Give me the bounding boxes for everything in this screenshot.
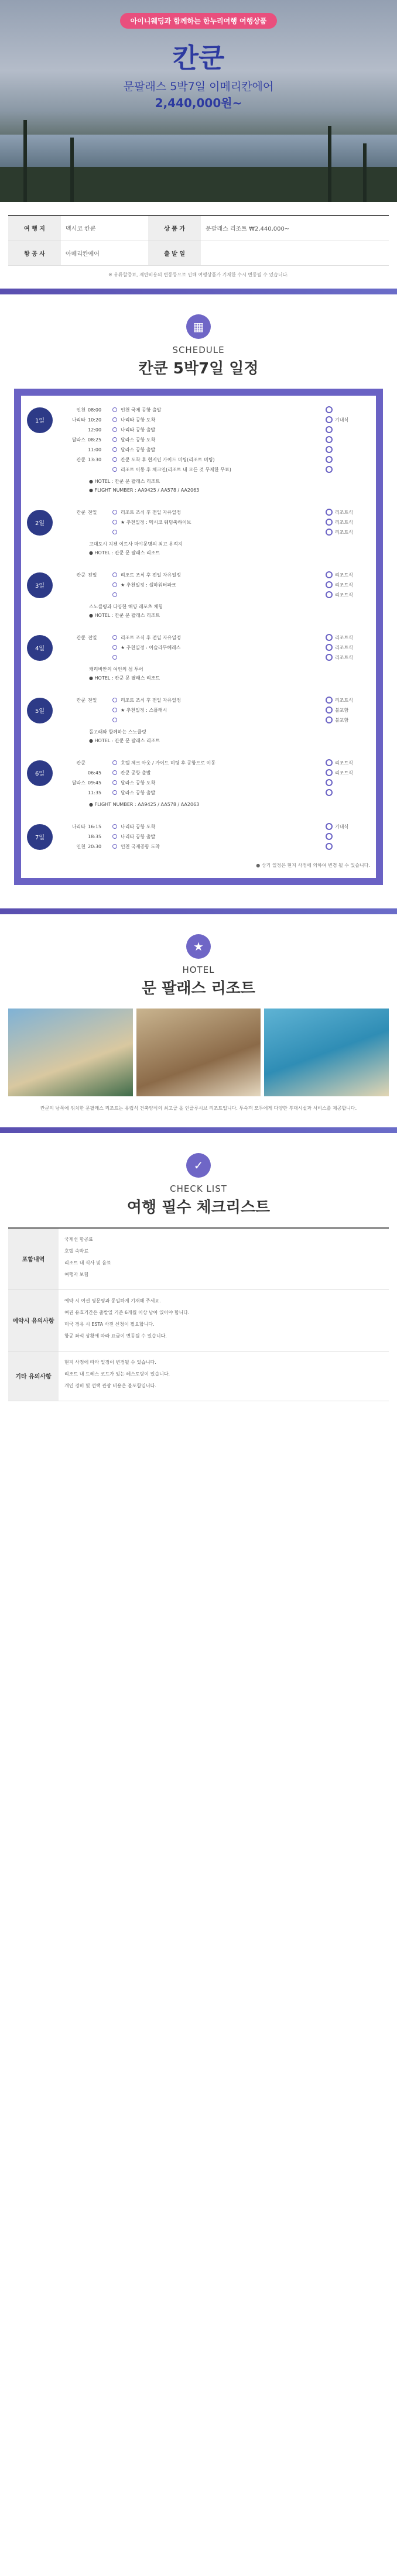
hotel-description: 칸쿤의 남쪽에 위치한 문팔래스 리조트는 유럽식 건축양식의 최고급 올 인클루시브 리조트입니다. 투숙객 모두에게 다양한 부대시설과 서비스를 제공합니다. [40, 1105, 357, 1111]
timeline-dot [112, 718, 117, 722]
schedule-day [27, 405, 370, 475]
schedule-day [27, 570, 370, 600]
schedule-row [55, 768, 370, 778]
schedule-time: 10:20 [88, 417, 102, 423]
schedule-activity: 리조트 조식 후 전일 자유일정 [121, 509, 181, 515]
timeline-dot [112, 437, 117, 442]
checklist-value [59, 1352, 389, 1401]
schedule-activity: 나리타 공항 도착 [121, 824, 156, 829]
timeline-marker [326, 706, 333, 714]
star-icon: ★ [186, 934, 211, 959]
timeline-dot [112, 708, 117, 712]
checklist-item: 현지 사정에 따라 일정이 변경될 수 있습니다. [64, 1359, 156, 1365]
schedule-time: 20:30 [88, 843, 102, 849]
timeline-marker [326, 769, 333, 776]
timeline-marker [326, 406, 333, 413]
palm-tree [363, 143, 367, 202]
schedule-activity: 리조트 이동 후 체크인(리조트 내 모든 것 무제한 무료) [121, 467, 231, 472]
checklist-value [59, 1290, 389, 1351]
timeline-dot [112, 770, 117, 775]
timeline-dot [112, 844, 117, 849]
product-info-table [8, 215, 389, 289]
timeline-marker [326, 436, 333, 443]
schedule-meal: 리조트식 [335, 770, 353, 776]
checklist-key: 기타 유의사항 [8, 1352, 59, 1401]
schedule-activity: 나리타 공항 출발 [121, 427, 156, 433]
timeline-marker [326, 759, 333, 766]
schedule-row [55, 822, 370, 832]
schedule-activity: 나리타 공항 도착 [121, 417, 156, 423]
timeline-dot [112, 760, 117, 765]
hotel-photo [8, 1009, 133, 1096]
schedule-place: 칸쿤 [76, 509, 85, 515]
day-note: 캐리비안의 여인의 섬 투어 [89, 666, 143, 672]
timeline-marker [326, 571, 333, 578]
schedule-meal: 리조트식 [335, 592, 353, 598]
timeline-dot [112, 824, 117, 829]
timeline-dot [112, 447, 117, 452]
timeline-dot [112, 407, 117, 412]
schedule-row [55, 415, 370, 425]
timeline-dot [112, 655, 117, 660]
schedule-place: 인천 [76, 843, 85, 849]
schedule-row [55, 643, 370, 653]
schedule-row [55, 445, 370, 455]
schedule-row [55, 842, 370, 852]
hotel-title-ko: 문 팔래스 리조트 [142, 979, 255, 997]
schedule-row [55, 705, 370, 715]
timeline-marker [326, 654, 333, 661]
checklist-item: 여행자 보험 [64, 1271, 89, 1277]
schedule-row [55, 570, 370, 580]
day-note: ● HOTEL : 칸쿤 문 팔래스 리조트 [89, 478, 160, 484]
timeline-marker [326, 466, 333, 473]
schedule-activity: 리조트 조식 후 전일 자유일정 [121, 697, 181, 703]
schedule-row [55, 465, 370, 475]
day-badge: 6일 [27, 760, 53, 786]
info-value: 멕시코 칸쿤 [61, 216, 148, 241]
checklist-table [8, 1227, 389, 1401]
palm-tree [23, 120, 27, 202]
hotel-photo [264, 1009, 389, 1096]
schedule-title-ko: 칸쿤 5박7일 일정 [138, 359, 259, 378]
day-note: ● HOTEL : 칸쿤 문 팔래스 리조트 [89, 612, 160, 618]
checklist-item: 개인 경비 및 선택 관광 비용은 불포함입니다. [64, 1383, 156, 1388]
timeline-marker [326, 716, 333, 723]
day-note: 스노클링과 다양한 해양 레포츠 체험 [89, 603, 163, 609]
schedule-meal: 불포함 [335, 717, 349, 723]
check-icon: ✓ [186, 1153, 211, 1178]
checklist-row [8, 1229, 389, 1290]
timeline-marker [326, 779, 333, 786]
schedule-day [27, 822, 370, 852]
schedule-footer-note: ● 상기 일정은 현지 사정에 의하여 변경 될 수 있습니다. [256, 862, 370, 868]
hero-tag: 아이니웨딩과 함께하는 한누리여행 여행상품 [120, 13, 278, 29]
timeline-dot [112, 834, 117, 839]
day-rows [55, 822, 370, 852]
schedule-time: 11:35 [88, 790, 102, 795]
timeline-marker [326, 833, 333, 840]
schedule-activity: ★ 추천일정 : 이슬라무헤레스 [121, 644, 181, 650]
schedule-row [55, 507, 370, 517]
schedule-place: 나리타 [71, 417, 85, 423]
schedule-time: 전일 [88, 509, 97, 515]
schedule-row [55, 832, 370, 842]
schedule-row [55, 405, 370, 415]
schedule-row [55, 425, 370, 435]
day-badge: 5일 [27, 698, 53, 723]
timeline-marker [326, 519, 333, 526]
timeline-dot [112, 427, 117, 432]
schedule-place: 칸쿤 [76, 760, 85, 766]
hotel-header [0, 914, 397, 1009]
schedule-day [27, 758, 370, 798]
checklist-row [8, 1290, 389, 1352]
hero-title: 칸쿤 [172, 42, 225, 74]
calendar-icon: ▦ [186, 314, 211, 339]
timeline-dot [112, 698, 117, 702]
checklist-item: 리조트 내 드레스 코드가 있는 레스토랑이 있습니다. [64, 1371, 170, 1377]
timeline-marker [326, 634, 333, 641]
timeline-dot [112, 520, 117, 524]
divider-band [0, 289, 397, 294]
schedule-activity: 호텔 체크 아웃 / 가이드 미팅 후 공항으로 이동 [121, 760, 216, 766]
timeline-dot [112, 635, 117, 640]
schedule-activity: ★ 추천일정 : 멕시코 웨딩축하이브 [121, 519, 191, 525]
hero-banner [0, 0, 397, 202]
divider-band [0, 1127, 397, 1133]
day-notes [27, 728, 370, 745]
checklist-title-ko: 여행 필수 체크리스트 [126, 1198, 271, 1216]
day-badge: 3일 [27, 572, 53, 598]
day-note: ● HOTEL : 칸쿤 문 팔래스 리조트 [89, 738, 160, 743]
day-rows [55, 633, 370, 663]
schedule-day [27, 633, 370, 663]
schedule-activity: 달라스 공항 출발 [121, 790, 156, 795]
schedule-activity: 인천 국제공항 도착 [121, 843, 160, 849]
schedule-day [27, 507, 370, 537]
timeline-dot [112, 530, 117, 534]
schedule-row [55, 778, 370, 788]
schedule-title-en: SCHEDULE [172, 344, 225, 355]
schedule-place: 달라스 [71, 437, 85, 443]
info-label: 상 품 가 [148, 216, 201, 241]
schedule-activity: 리조트 조식 후 전일 자유일정 [121, 572, 181, 578]
schedule-meal: 리조트식 [335, 634, 353, 640]
schedule-activity: 인천 국제 공항 출발 [121, 407, 162, 413]
schedule-activity: 달라스 공항 도착 [121, 437, 156, 443]
schedule-row [55, 758, 370, 768]
checklist-row [8, 1352, 389, 1401]
day-notes [27, 800, 370, 809]
day-rows [55, 570, 370, 600]
checklist-key: 포함내역 [8, 1229, 59, 1289]
schedule-place: 나리타 [71, 824, 85, 829]
timeline-dot [112, 582, 117, 587]
schedule-row [55, 435, 370, 445]
divider-band [0, 908, 397, 914]
schedule-activity: ★ 추천일정 : 셀하워터파크 [121, 582, 176, 588]
timeline-dot [112, 457, 117, 462]
day-notes [27, 602, 370, 620]
schedule-meal: 리조트식 [335, 509, 353, 515]
schedule-meal: 리조트식 [335, 519, 353, 525]
schedule-meal: 리조트식 [335, 697, 353, 703]
schedule-activity: 달라스 공항 도착 [121, 780, 156, 786]
timeline-dot [112, 592, 117, 597]
day-note: ● HOTEL : 칸쿤 문 팔래스 리조트 [89, 550, 160, 555]
schedule-meal: 리조트식 [335, 582, 353, 588]
palm-tree [70, 138, 74, 202]
day-badge: 4일 [27, 635, 53, 661]
timeline-dot [112, 467, 117, 472]
schedule-time: 12:00 [88, 427, 102, 433]
day-notes [27, 477, 370, 495]
schedule-time: 전일 [88, 572, 97, 578]
schedule-time: 11:00 [88, 447, 102, 452]
day-notes [27, 540, 370, 557]
info-label: 출 발 일 [148, 241, 201, 265]
schedule-time: 08:00 [88, 407, 102, 413]
day-badge: 2일 [27, 510, 53, 536]
timeline-marker [326, 529, 333, 536]
checklist-key: 예약시 유의사항 [8, 1290, 59, 1351]
hero-subtitle: 문팔래스 5박7일 이메리칸에어 [123, 80, 274, 93]
timeline-marker [326, 697, 333, 704]
day-note: ● FLIGHT NUMBER : AA9425 / AA578 / AA2063 [89, 801, 200, 807]
schedule-row [55, 715, 370, 725]
timeline-dot [112, 510, 117, 514]
day-rows [55, 405, 370, 475]
schedule-meal: 리조트식 [335, 760, 353, 766]
schedule-place: 칸쿤 [76, 572, 85, 578]
timeline-marker [326, 789, 333, 796]
hotel-photos [8, 1009, 389, 1096]
checklist-item: 미국 경유 시 ESTA 사전 신청이 필요합니다. [64, 1321, 155, 1327]
schedule-place: 칸쿤 [76, 697, 85, 703]
day-note: ● HOTEL : 칸쿤 문 팔래스 리조트 [89, 675, 160, 681]
hero-price: 2,440,000원~ [155, 96, 242, 110]
checklist-item: 여권 유효기간은 출발일 기준 6개월 이상 남아 있어야 합니다. [64, 1309, 190, 1315]
day-badge: 1일 [27, 407, 53, 433]
checklist-header [0, 1133, 397, 1227]
schedule-activity: 나리타 공항 출발 [121, 833, 156, 839]
schedule-meal: 기내식 [335, 417, 349, 423]
schedule-meal: 리조트식 [335, 529, 353, 535]
schedule-day [27, 695, 370, 725]
schedule-time: 08:25 [88, 437, 102, 443]
schedule-time: 06:45 [88, 770, 102, 776]
checklist-title-en: CHECK LIST [170, 1183, 227, 1194]
timeline-marker [326, 509, 333, 516]
schedule-row [55, 653, 370, 663]
schedule-meal: 불포함 [335, 707, 349, 713]
checklist-item: 리조트 내 식사 및 음료 [64, 1260, 111, 1265]
checklist-value [59, 1229, 389, 1289]
schedule-place: 칸쿤 [76, 457, 85, 462]
timeline-dot [112, 417, 117, 422]
day-rows [55, 758, 370, 798]
schedule-time: 전일 [88, 697, 97, 703]
day-note: 돌고래와 함께하는 스노클링 [89, 729, 146, 735]
ground-background [0, 167, 397, 202]
timeline-marker [326, 843, 333, 850]
timeline-marker [326, 823, 333, 830]
palm-tree [328, 126, 331, 202]
info-note: ※ 유류할증료, 제반비용의 변동등으로 인해 여행상품가 기재한 수시 변동될 수 있습니다. [108, 272, 289, 277]
schedule-box [14, 389, 383, 885]
timeline-dot [112, 572, 117, 577]
schedule-time: 13:30 [88, 457, 102, 462]
day-badge: 7일 [27, 824, 53, 850]
timeline-marker [326, 426, 333, 433]
timeline-marker [326, 591, 333, 598]
schedule-row [55, 517, 370, 527]
schedule-row [55, 633, 370, 643]
timeline-dot [112, 780, 117, 785]
schedule-place: 칸쿤 [76, 634, 85, 640]
sea-background [0, 135, 397, 167]
schedule-time: 09:45 [88, 780, 102, 786]
schedule-row [55, 788, 370, 798]
schedule-activity: 칸쿤 도착 후 현지인 가이드 미팅(리조트 미팅) [121, 457, 215, 462]
day-note: 고대도시 치첸 이트사 마야문명의 최고 유적지 [89, 541, 183, 547]
schedule-time: 전일 [88, 634, 97, 640]
schedule-activity: 리조트 조식 후 전일 자유일정 [121, 634, 181, 640]
day-notes [27, 665, 370, 682]
day-rows [55, 695, 370, 725]
timeline-marker [326, 581, 333, 588]
hotel-photo [136, 1009, 261, 1096]
timeline-marker [326, 416, 333, 423]
checklist-item: 항공 좌석 상황에 따라 요금이 변동될 수 있습니다. [64, 1333, 167, 1339]
schedule-meal: 리조트식 [335, 654, 353, 660]
schedule-row [55, 455, 370, 465]
day-note: ● FLIGHT NUMBER : AA9425 / AA578 / AA2063 [89, 487, 200, 493]
hotel-title-en: HOTEL [182, 964, 215, 975]
schedule-time: 18:35 [88, 833, 102, 839]
schedule-row [55, 527, 370, 537]
schedule-header [0, 294, 397, 389]
schedule-place: 인천 [76, 407, 85, 413]
info-value: 문팔래스 리조트 ₩2,440,000~ [201, 216, 389, 241]
timeline-marker [326, 644, 333, 651]
timeline-marker [326, 456, 333, 463]
schedule-activity: ★ 추천일정 : 스플래시 [121, 707, 167, 713]
schedule-row [55, 580, 370, 590]
schedule-row [55, 590, 370, 600]
schedule-meal: 리조트식 [335, 644, 353, 650]
day-rows [55, 507, 370, 537]
info-label: 항 공 사 [8, 241, 61, 265]
schedule-place: 달라스 [71, 780, 85, 786]
timeline-dot [112, 645, 117, 650]
checklist-item: 예약 시 여권 영문명과 동일하게 기재해 주세요. [64, 1298, 161, 1304]
timeline-dot [112, 790, 117, 795]
schedule-activity: 달라스 공항 출발 [121, 447, 156, 452]
info-value [201, 241, 389, 265]
info-label: 여 행 지 [8, 216, 61, 241]
info-value: 아메리칸에어 [61, 241, 148, 265]
schedule-meal: 리조트식 [335, 572, 353, 578]
schedule-time: 16:15 [88, 824, 102, 829]
checklist-item: 국제선 항공료 [64, 1236, 93, 1242]
checklist-item: 호텔 숙박료 [64, 1248, 89, 1254]
timeline-marker [326, 446, 333, 453]
schedule-meal: 기내식 [335, 824, 349, 829]
schedule-activity: 칸쿤 공항 출발 [121, 770, 151, 776]
schedule-row [55, 695, 370, 705]
